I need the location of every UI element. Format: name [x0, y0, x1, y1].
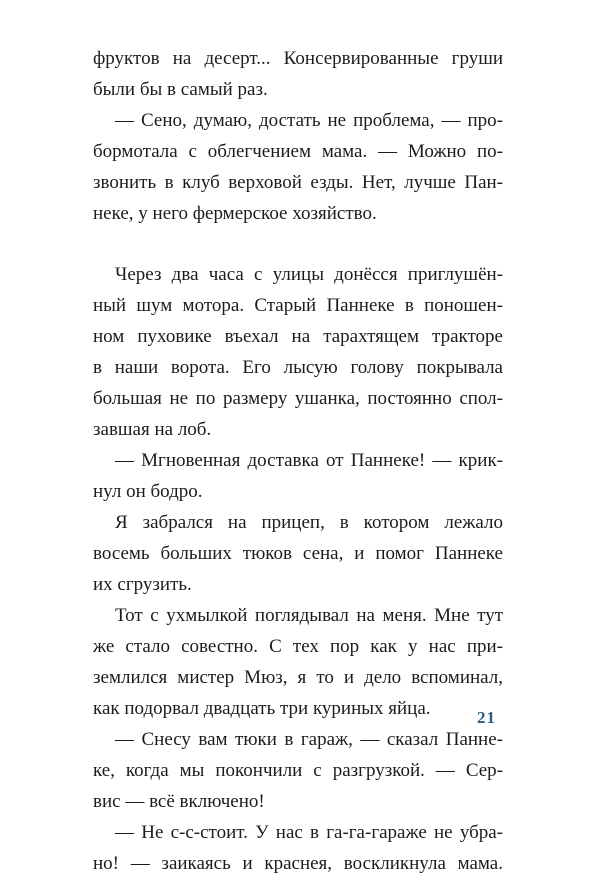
text-line: вис — всё включено! — [93, 791, 265, 812]
text-line: неке, у него фермерское хозяйство. — [93, 203, 377, 224]
text-line: ный шум мотора. Старый Паннеке в поношен- — [93, 295, 503, 316]
text-line: Я забрался на прицеп, в котором лежало — [115, 512, 503, 533]
text-line: — Мгновенная доставка от Паннеке! — крик- — [115, 450, 503, 471]
text-line: бормотала с облегчением мама. — Можно по- — [93, 141, 503, 162]
page-number: 21 — [477, 708, 496, 727]
text-line: — Снесу вам тюки в гараж, — сказал Панне- — [115, 729, 503, 750]
text-line: в наши ворота. Его лысую голову покрывала — [93, 357, 503, 378]
text-line: Тот с ухмылкой поглядывал на меня. Мне тут — [115, 605, 503, 626]
text-line: же стало совестно. С тех пор как у нас при- — [93, 636, 503, 657]
text-line: но! — заикаясь и краснея, воскликнула мама. — [93, 853, 503, 874]
text-line: восемь больших тюков сена, и помог Паннеке — [93, 543, 503, 564]
text-line: землился мистер Мюз, я то и дело вспоминал, — [93, 667, 503, 688]
text-line: ном пуховике въехал на тарахтящем тракторе — [93, 326, 503, 347]
section-break — [93, 229, 503, 259]
text-line: фруктов на десерт... Консервированные груши — [93, 48, 503, 69]
text-line: Через два часа с улицы донёсся приглушён- — [115, 264, 503, 285]
text-line: — Не с-с-стоит. У нас в га-га-гараже не убра- — [115, 822, 503, 843]
text-line: звонить в клуб верховой езды. Нет, лучше Пан- — [93, 172, 503, 193]
text-line: ке, когда мы покончили с разгрузкой. — Сер- — [93, 760, 503, 781]
body-text — [93, 43, 503, 879]
text-line: большая не по размеру ушанка, постоянно спол- — [93, 388, 503, 409]
text-line: — Сено, думаю, достать не проблема, — про- — [115, 110, 503, 131]
text-line: были бы в самый раз. — [93, 79, 268, 100]
text-line: как подорвал двадцать три куриных яйца. — [93, 698, 431, 719]
text-line: завшая на лоб. — [93, 419, 212, 440]
text-line: нул он бодро. — [93, 481, 203, 502]
text-line: их сгрузить. — [93, 574, 192, 595]
